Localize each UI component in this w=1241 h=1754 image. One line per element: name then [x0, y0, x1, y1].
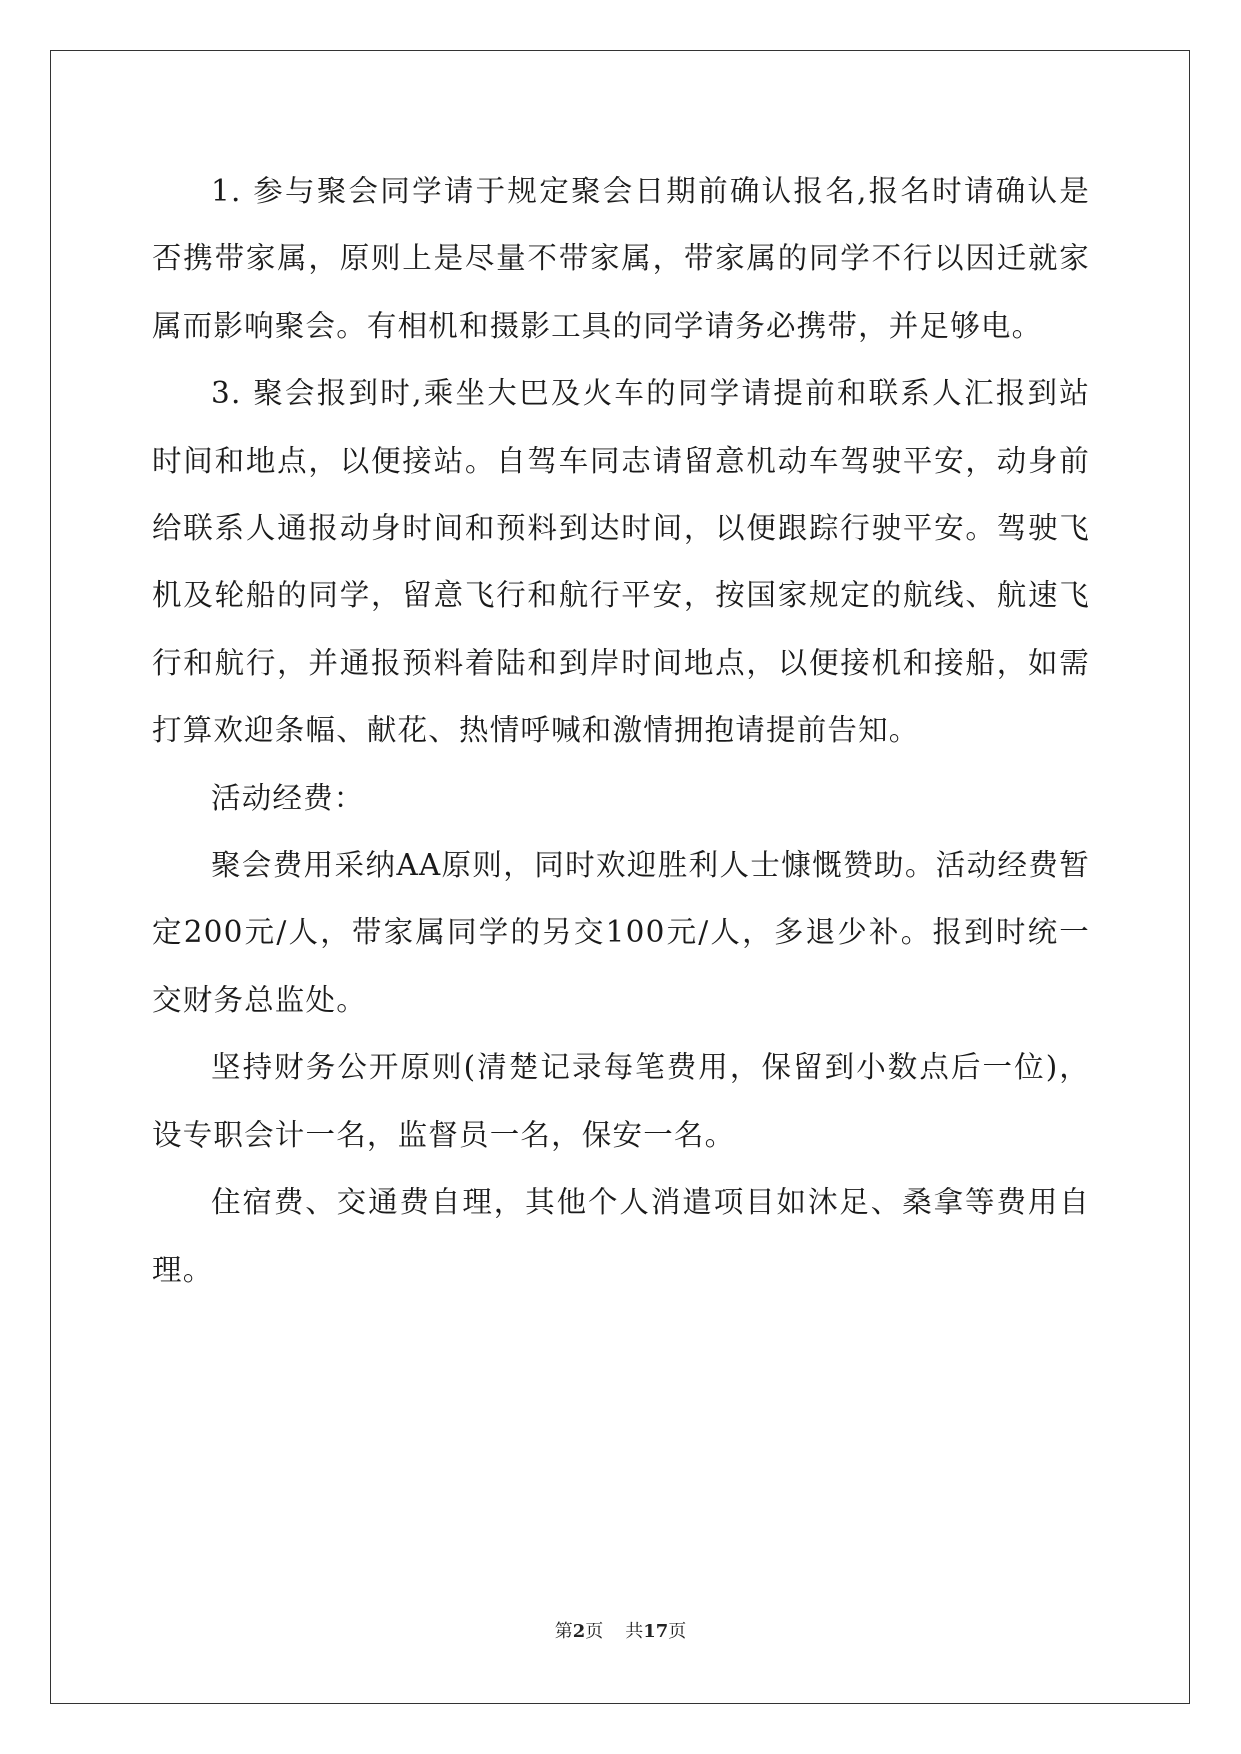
paragraph-finance: 坚持财务公开原则(清楚记录每笔费用，保留到小数点后一位)，设专职会计一名，监督员一名，保安一名。: [152, 1050, 1090, 1152]
paragraph-expenses-heading: 活动经费：: [211, 780, 365, 815]
document-body: [152, 158, 1090, 1304]
total-prefix: 共: [625, 1621, 644, 1642]
page-footer: [0, 1620, 1241, 1644]
paragraph-registration: 1. 参与聚会同学请于规定聚会日期前确认报名,报名时请确认是否携带家属，原则上是尽量不带家属，带家属的同学不行以因迁就家属而影响聚会。有相机和摄影工具的同学请务必携带，并足够电。: [152, 174, 1090, 343]
page-prefix: 第: [554, 1621, 573, 1642]
paragraph-arrival: 3. 聚会报到时,乘坐大巴及火车的同学请提前和联系人汇报到站时间和地点，以便接站。自驾车同志请留意机动车驾驶平安，动身前给联系人通报动身时间和预料到达时间，以便跟踪行驶平安。驾驶飞机及轮船的同学，留意飞行和航行平安，按国家规定的航线、航速飞行和航行，并通报预料着陆和到岸时间地点，以便接机和接船，如需打算欢迎条幅、献花、热情呼喊和激情拥抱请提前告知。: [152, 376, 1090, 748]
paragraph-accommodation: 住宿费、交通费自理，其他个人消遣项目如沐足、桑拿等费用自理。: [152, 1185, 1090, 1287]
total-page-number: 17: [643, 1621, 669, 1642]
total-suffix: 页: [668, 1621, 687, 1642]
page-suffix: 页: [585, 1621, 604, 1642]
current-page-number: 2: [572, 1621, 586, 1642]
paragraph-fees: 聚会费用采纳AA原则，同时欢迎胜利人士慷慨赞助。活动经费暂定200元/人，带家属同学的另交100元/人，多退少补。报到时统一交财务总监处。: [152, 848, 1090, 1017]
